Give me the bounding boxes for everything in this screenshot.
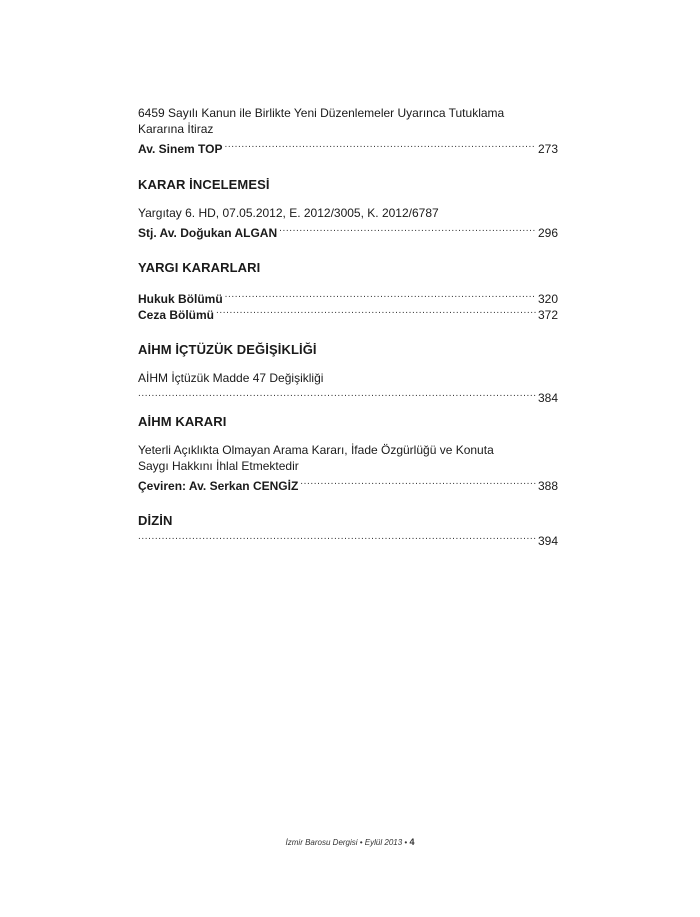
page-number: 394 bbox=[537, 534, 558, 548]
section-heading: DİZİN bbox=[138, 513, 173, 528]
dot-leader bbox=[225, 287, 536, 303]
toc-line[interactable] bbox=[138, 386, 558, 405]
toc-line[interactable] bbox=[138, 137, 558, 156]
toc-entry-tutuklama bbox=[138, 105, 558, 156]
entry-label: Hukuk Bölümü bbox=[138, 292, 223, 306]
section-aihm-ictuzuk bbox=[138, 342, 558, 405]
page-number: 384 bbox=[537, 391, 558, 405]
dot-leader bbox=[279, 221, 536, 237]
page-number: 320 bbox=[537, 292, 558, 306]
section-dizin bbox=[138, 513, 558, 548]
entry-author: Av. Sinem TOP bbox=[138, 142, 223, 156]
section-heading: YARGI KARARLARI bbox=[138, 260, 261, 275]
entry-author: Stj. Av. Doğukan ALGAN bbox=[138, 226, 278, 240]
toc-line[interactable] bbox=[138, 287, 558, 306]
entry-author: Çeviren: Av. Serkan CENGİZ bbox=[138, 479, 299, 493]
section-heading: AİHM İÇTÜZÜK DEĞİŞİKLİĞİ bbox=[138, 342, 317, 357]
dot-leader bbox=[216, 303, 536, 319]
entry-label: Ceza Bölümü bbox=[138, 308, 215, 322]
toc-line[interactable] bbox=[138, 529, 558, 548]
entry-title: Yargıtay 6. HD, 07.05.2012, E. 2012/3005, K. 2012/6787 bbox=[138, 206, 439, 220]
dot-leader bbox=[138, 386, 536, 402]
page-footer bbox=[0, 837, 700, 847]
footer-page-number: 4 bbox=[409, 837, 415, 847]
page-number: 273 bbox=[537, 142, 558, 156]
entry-title-line: 6459 Sayılı Kanun ile Birlikte Yeni Düzenlemeler Uyarınca Tutuklama bbox=[138, 106, 505, 120]
dot-leader bbox=[138, 529, 536, 545]
entry-title: AİHM İçtüzük Madde 47 Değişikliği bbox=[138, 371, 324, 385]
section-aihm-karari bbox=[138, 414, 558, 493]
toc-line[interactable] bbox=[138, 474, 558, 493]
page-number: 296 bbox=[537, 226, 558, 240]
section-heading: AİHM KARARI bbox=[138, 414, 227, 429]
entry-title-line: Kararına İtiraz bbox=[138, 122, 214, 136]
toc-line[interactable] bbox=[138, 221, 558, 240]
footer-text: İzmir Barosu Dergisi • Eylül 2013 • bbox=[285, 838, 408, 847]
page-number: 388 bbox=[537, 479, 558, 493]
entry-title-line: Yeterli Açıklıkta Olmayan Arama Kararı, İfade Özgürlüğü ve Konuta bbox=[138, 443, 494, 457]
dot-leader bbox=[300, 474, 536, 490]
table-of-contents bbox=[138, 105, 558, 548]
entry-title-line: Saygı Hakkını İhlal Etmektedir bbox=[138, 459, 299, 473]
dot-leader bbox=[224, 137, 536, 153]
section-heading: KARAR İNCELEMESİ bbox=[138, 177, 270, 192]
section-yargi-kararlari bbox=[138, 260, 558, 322]
section-karar-incelemesi bbox=[138, 177, 558, 240]
page-number: 372 bbox=[537, 308, 558, 322]
